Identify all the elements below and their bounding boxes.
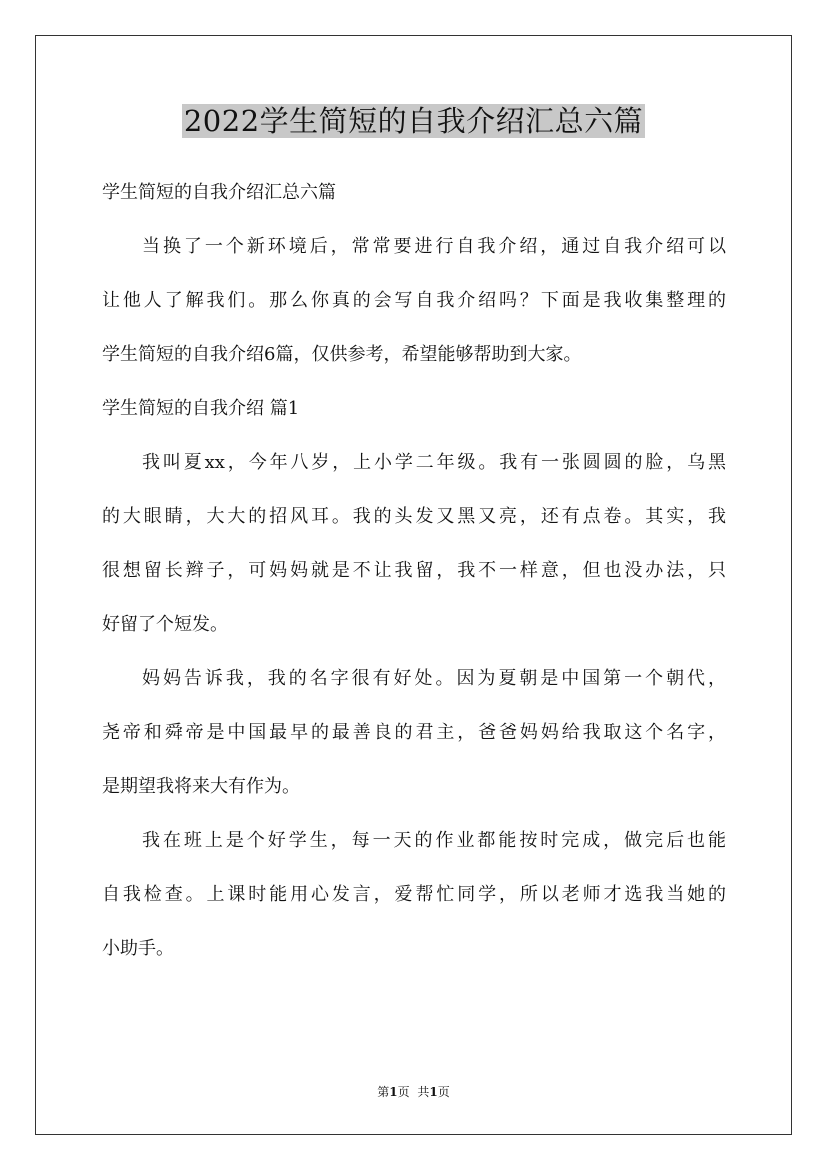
footer-prefix: 第 <box>377 1085 390 1099</box>
document-subtitle: 学生简短的自我介绍汇总六篇 <box>102 182 336 203</box>
paragraph-line: 尧帝和舜帝是中国最早的最善良的君主，爸爸妈妈给我取这个名字， <box>102 722 726 743</box>
paragraph-line: 妈妈告诉我，我的名字很有好处。因为夏朝是中国第一个朝代， <box>142 668 726 689</box>
paragraph-line: 是期望我将来大有作为。 <box>102 776 300 797</box>
paragraph-line: 小助手。 <box>102 938 174 959</box>
footer-total-prefix: 共 <box>417 1085 430 1099</box>
paragraph-line: 好留了个短发。 <box>102 614 228 635</box>
document-title-text: 2022学生简短的自我介绍汇总六篇 <box>183 104 644 138</box>
footer-page-suffix: 页 <box>397 1085 410 1099</box>
paragraph-2 <box>102 664 726 802</box>
paragraph-line: 让他人了解我们。那么你真的会写自我介绍吗？下面是我收集整理的 <box>102 290 726 311</box>
intro-paragraph <box>102 232 726 370</box>
page-footer <box>0 1083 827 1101</box>
paragraph-line: 我在班上是个好学生，每一天的作业都能按时完成，做完后也能 <box>142 830 726 851</box>
footer-total-pages: 1 <box>429 1085 438 1099</box>
section-heading: 学生简短的自我介绍 篇1 <box>102 398 300 419</box>
document-title <box>0 101 827 141</box>
paragraph-1 <box>102 448 726 640</box>
paragraph-line: 学生简短的自我介绍6篇，仅供参考，希望能够帮助到大家。 <box>102 344 582 365</box>
paragraph-line: 我叫夏xx，今年八岁，上小学二年级。我有一张圆圆的脸，乌黑 <box>142 452 726 473</box>
paragraph-3 <box>102 826 726 964</box>
paragraph-line: 自我检查。上课时能用心发言，爱帮忙同学，所以老师才选我当她的 <box>102 884 726 905</box>
footer-page-number: 1 <box>389 1085 398 1099</box>
paragraph-line: 很想留长辫子，可妈妈就是不让我留，我不一样意，但也没办法，只 <box>102 560 726 581</box>
footer-total-suffix: 页 <box>437 1085 450 1099</box>
document-body <box>102 178 726 988</box>
paragraph-line: 当换了一个新环境后，常常要进行自我介绍，通过自我介绍可以 <box>142 236 726 257</box>
paragraph-line: 的大眼睛，大大的招风耳。我的头发又黑又亮，还有点卷。其实，我 <box>102 506 726 527</box>
